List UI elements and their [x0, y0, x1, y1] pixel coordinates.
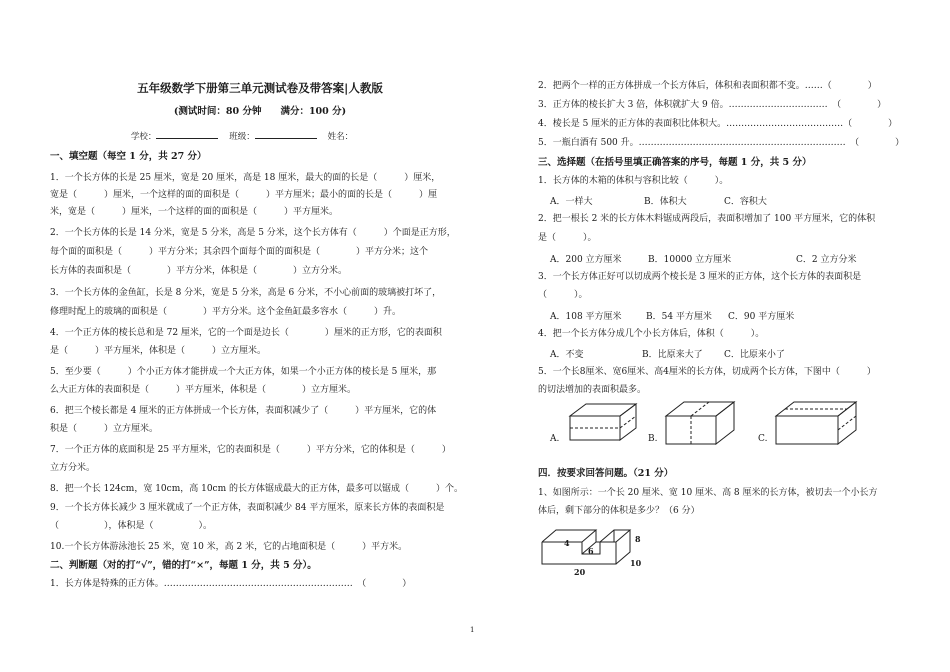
section-problem-heading: 四．按要求回答问题。（21 分）	[538, 468, 674, 479]
choice-option: A．不变	[550, 350, 584, 360]
choice-question: （ ）。	[538, 290, 588, 300]
section-fill-in-heading: 一、填空题（每空 1 分，共 27 分）	[50, 151, 207, 162]
choice-question: 2．把一根长 2 米的长方体木料锯成两段后，表面积增加了 100 平方厘米，它的体积	[538, 214, 876, 224]
figure-b	[666, 402, 734, 444]
choice-option: B．10000 立方厘米	[648, 255, 732, 265]
question-line: 是（ ）平方厘米，体积是（ ）立方厘米。	[50, 346, 267, 356]
question-line: 7．一个正方体的底面积是 25 平方厘米，它的表面积是（ ）平方分米，它的体积是（ ）	[50, 445, 451, 455]
figure-a	[570, 404, 636, 440]
question-line: 米，宽是（ ）厘米，一个这样的面的面积是（ ）平方厘米。	[50, 207, 339, 217]
school-label: 学校：	[130, 132, 157, 142]
question-line: 2．一个长方体的长是 14 分米，宽是 5 分米，高是 5 分米，这个长方体有（ ）个面是正方形，	[50, 228, 456, 238]
choice-question: 5．一个长8厘米、宽6厘米、高4厘米的长方体，切成两个长方体，下图中（ ）	[538, 367, 876, 377]
class-label: 班级：	[229, 132, 255, 142]
dim-label: 20	[574, 567, 586, 577]
page-title: 五年级数学下册第三单元测试卷及带答案|人教版	[137, 81, 383, 95]
name-field[interactable]	[353, 130, 389, 139]
choice-option: C．容积大	[724, 197, 767, 207]
problem-text: 1、如图所示：一个长 20 厘米、宽 10 厘米、高 8 厘米的长方体，被切去一个小长方	[538, 488, 878, 498]
problem-text: 体后，剩下部分的体积是多少？（6 分）	[538, 506, 700, 516]
figure-label-a: A.	[550, 434, 560, 444]
choice-question: 是（ ）。	[538, 233, 597, 243]
choice-option: B．体积大	[644, 197, 687, 207]
student-info	[50, 129, 470, 142]
class-field[interactable]	[255, 129, 317, 139]
judge-item: 4．棱长是 5 厘米的正方体的表面积比体积大。…………………………………（ ）	[538, 119, 898, 129]
choice-option: A．108 平方厘米	[550, 312, 622, 322]
figure-c	[776, 402, 856, 444]
question-line: 4．一个正方体的棱长总和是 72 厘米，它的一个面是边长（ ）厘米的正方形，它的表面积	[50, 328, 442, 338]
choice-question: 1．长方体的木箱的体积与容积比较（ ）。	[538, 176, 729, 186]
choice-option: B．比原来大了	[642, 350, 703, 360]
question-line: 6．把三个棱长都是 4 厘米的正方体拼成一个长方体，表面积减少了（ ）平方厘米，它的体	[50, 406, 437, 416]
question-line: 每个面的面积是（ ）平方分米；其余四个面每个面的面积是（ ）平方分米；这个	[50, 247, 429, 257]
judge-item: 2．把两个一样的正方体拼成一个长方体后，体积和表面积都不变。……（ ）	[538, 81, 877, 91]
question-line: 3．一个长方体的金鱼缸，长是 8 分米，宽是 5 分米，高是 6 分米，不小心前面的玻璃被打坏了，	[50, 288, 442, 298]
judge-item: 1．长方体是特殊的正方体。……………………………………………………… （ ）	[50, 579, 412, 589]
question-line: 9．一个长方体长减少 3 厘米就成了一个正方体，表面积减少 84 平方厘米，原来长方体的表面积是	[50, 503, 445, 513]
section-judge-heading: 二、判断题（对的打“√”，错的打“×”，每题 1 分，共 5 分）。	[50, 560, 317, 571]
choice-question: 3．一个长方体正好可以切成两个棱长是 3 厘米的正方体，这个长方体的表面积是	[538, 272, 862, 282]
exam-subtitle: (测试时间：80 分钟 满分：100 分)	[173, 106, 347, 117]
dim-label: 4	[564, 538, 570, 548]
choice-option: A．一样大	[550, 197, 593, 207]
question-line: 5．至少要（ ）个小正方体才能拼成一个大正方体，如果一个小正方体的棱长是 5 厘米，那	[50, 367, 437, 377]
figure-label-c: C.	[758, 434, 768, 444]
choice-option: C．90 平方厘米	[728, 312, 795, 322]
figure-label-b: B.	[648, 434, 658, 444]
choice-question: 4．把一个长方体分成几个小长方体后，体积（ ）。	[538, 329, 765, 339]
name-label: 姓名：	[327, 132, 354, 142]
question-line: （ ），体积是（ ）。	[50, 521, 213, 531]
choice-option: B．54 平方厘米	[646, 312, 712, 322]
school-field[interactable]	[156, 129, 218, 139]
question-line: 10.一个长方体游泳池长 25 米，宽 10 米，高 2 米，它的占地面积是（ ）平方米。	[50, 542, 408, 552]
dim-label: 6	[588, 546, 594, 556]
question-line: 么大正方体的表面积是（ ）平方厘米，体积是（ ）立方厘米。	[50, 385, 357, 395]
choice-option: A．200 立方厘米	[550, 255, 622, 265]
page-number: 1	[470, 626, 475, 634]
choice-option: C．2 立方分米	[796, 255, 857, 265]
section-choice-heading: 三、选择题（在括号里填正确答案的序号，每题 1 分，共 5 分）	[538, 157, 812, 168]
question-line: 8．把一个长 124cm，宽 10cm，高 10cm 的长方体锯成最大的正方体，最多可以锯成（ ）个。	[50, 484, 463, 494]
cuboid-cut-figures	[538, 396, 878, 454]
question-line: 立方分米。	[50, 463, 96, 473]
judge-item: 3．正方体的棱长扩大 3 倍，体积就扩大 9 倍。…………………………… （ ）	[538, 100, 887, 110]
question-line: 1．一个长方体的长是 25 厘米，宽是 20 厘米，高是 18 厘米，最大的面的长是（ ）厘米，	[50, 173, 441, 183]
dim-label: 10	[630, 558, 642, 568]
choice-option: C．比原来小了	[724, 350, 785, 360]
judge-item: 5．一瓶白酒有 500 升。…………………………………………………………… （ ）	[538, 138, 905, 148]
question-line: 长方体的表面积是（ ）平方分米，体积是（ ）立方分米。	[50, 266, 348, 276]
dim-label: 8	[635, 534, 641, 544]
question-line: 修理时配上的玻璃的面积是（ ）平方分米。这个金鱼缸最多容水（ ）升。	[50, 307, 402, 317]
question-line: 宽是（ ）厘米，一个这样的面的面积是（ ）平方厘米；最小的面的长是（ ）厘	[50, 190, 438, 200]
question-line: 积是（ ）立方厘米。	[50, 424, 159, 434]
choice-question: 的切法增加的表面积最多。	[538, 385, 647, 395]
